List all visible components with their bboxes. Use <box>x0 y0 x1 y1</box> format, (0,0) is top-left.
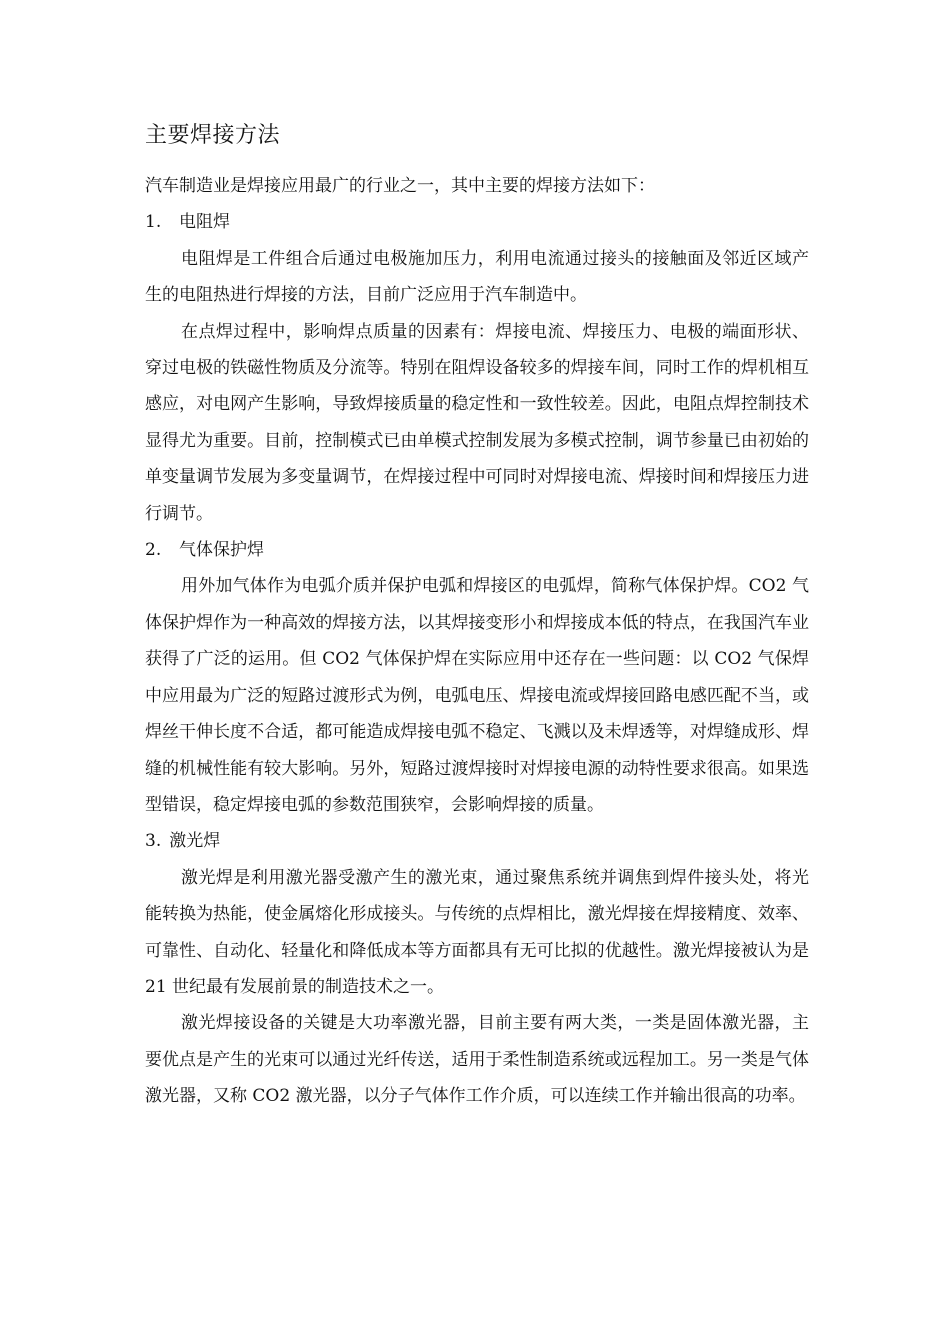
body-paragraph: 在点焊过程中，影响焊点质量的因素有：焊接电流、焊接压力、电极的端面形状、穿过电极的铁磁性物质及分流等。特别在阻焊设备较多的焊接车间，同时工作的焊机相互感应，对电网产生影响，导致焊接质量的稳定性和一致性较差。因此，电阻点焊控制技术显得尤为重要。目前，控制模式已由单模式控制发展为多模式控制，调节参量已由初始的单变量调节发展为多变量调节，在焊接过程中可同时对焊接电流、焊接时间和焊接压力进行调节。 <box>145 321 809 524</box>
page-title: 主要焊接方法 <box>145 123 281 148</box>
document-body <box>145 168 809 1115</box>
section-heading-laser-welding <box>145 823 809 859</box>
section-title: 电阻焊 <box>179 212 230 233</box>
body-paragraph: 激光焊是利用激光器受激产生的激光束，通过聚焦系统并调焦到焊件接头处，将光能转换为热能，使金属熔化形成接头。与传统的点焊相比，激光焊接在焊接精度、效率、可靠性、自动化、轻量化和降低成本等方面都具有无可比拟的优越性。激光焊接被认为是 21 世纪最有发展前景的制造技术之一。 <box>145 867 809 997</box>
section-title: 气体保护焊 <box>179 540 264 561</box>
body-paragraph: 激光焊接设备的关键是大功率激光器，目前主要有两大类，一类是固体激光器，主要优点是产生的光束可以通过光纤传送，适用于柔性制造系统或远程加工。另一类是气体激光器，又称 CO2 激光器，以分子气体作工作介质，可以连续工作并输出很高的功率。 <box>145 1013 809 1107</box>
section-heading-resistance-welding <box>145 204 809 240</box>
section-number: 2. <box>145 540 162 561</box>
section-heading-gas-shielded-welding <box>145 532 809 568</box>
section-title: 激光焊 <box>169 831 221 852</box>
intro-paragraph: 汽车制造业是焊接应用最广的行业之一，其中主要的焊接方法如下： <box>145 176 655 196</box>
section-number: 1. <box>145 212 162 233</box>
body-paragraph: 用外加气体作为电弧介质并保护电弧和焊接区的电弧焊，简称气体保护焊。CO2 气体保护焊作为一种高效的焊接方法，以其焊接变形小和焊接成本低的特点，在我国汽车业获得了广泛的运用。但 CO2 气体保护焊在实际应用中还存在一些问题：以 CO2 气保焊中应用最为广泛的短路过渡形式为例，电弧电压、焊接电流或焊接回路电感匹配不当，或焊丝干伸长度不合适，都可能造成焊接电弧不稳定、飞溅以及未焊透等，对焊缝成形、焊缝的机械性能有较大影响。另外，短路过渡焊接时对焊接电源的动特性要求很高。如果选型错误，稳定焊接电弧的参数范围狭窄，会影响焊接的质量。 <box>145 576 809 815</box>
body-paragraph: 电阻焊是工件组合后通过电极施加压力，利用电流通过接头的接触面及邻近区域产生的电阻热进行焊接的方法，目前广泛应用于汽车制造中。 <box>145 248 809 306</box>
section-number: 3. <box>145 831 162 852</box>
